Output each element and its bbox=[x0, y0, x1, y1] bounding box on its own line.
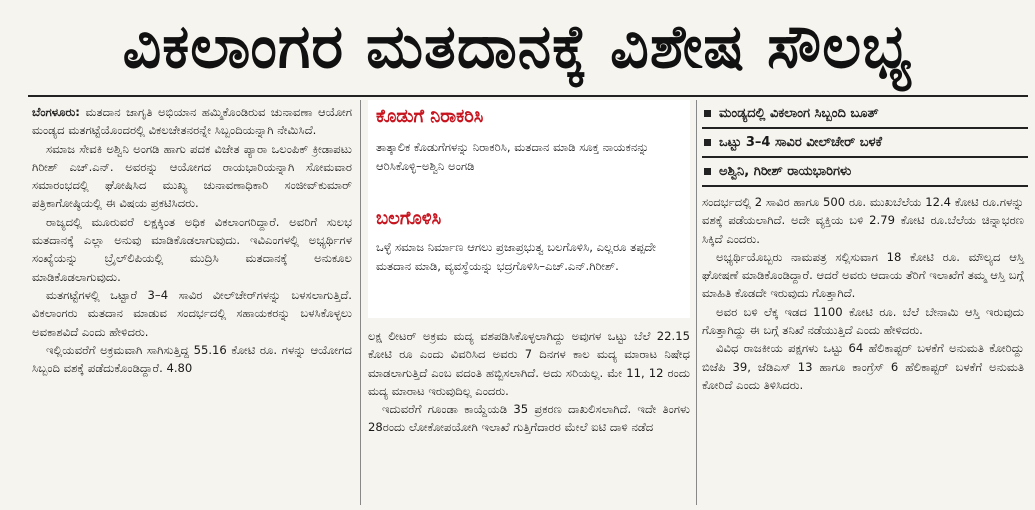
paragraph-text: ಮತದಾನ ಜಾಗೃತಿ ಅಭಿಯಾನ ಹಮ್ಮಿಕೊಂಡಿರುವ ಚುನಾವಣಾ ಆಯೋಗ ಮಂಡ್ಯದ ಮತಗಟ್ಟೆಯೊಂದರಲ್ಲಿ ವಿಕಲಚೇತನರನ್ನೇ ಸಿಬ್ಬಂದಿಯನ್ನಾಗಿ ನೇಮಿಸಿದೆ. bbox=[32, 105, 353, 138]
dateline: ಬೆಂಗಳೂರು: bbox=[32, 105, 80, 119]
paragraph: ಮತಗಟ್ಟೆಗಳಲ್ಲಿ ಒಟ್ಟಾರೆ 3–4 ಸಾವಿರ ವೀಲ್‌ಚೇರ್‌ಗಳನ್ನು ಬಳಸಲಾಗುತ್ತಿದೆ. ವಿಕಲಾಂಗರು ಮತದಾನ ಮಾಡುವ ಸಂದರ್ಭದಲ್ಲಿ ಸಹಾಯಕರನ್ನು ಬಳಸಿಕೊಳ್ಳಲು ಅವಕಾಶವಿದೆ ಎಂದು ಹೇಳಿದರು. bbox=[32, 287, 352, 339]
paragraph: ಲಕ್ಷ ಲೀಟರ್ ಅಕ್ರಮ ಮದ್ಯ ವಶಪಡಿಸಿಕೊಳ್ಳಲಾಗಿದ್ದು ಅವುಗಳ ಒಟ್ಟು ಬೆಲೆ 22.15 ಕೋಟಿ ರೂ ಎಂದು ವಿವರಿಸಿದ ಅವರು 7 ದಿನಗಳ ಕಾಲ ಮದ್ಯ ಮಾರಾಟ ನಿಷೇಧ ಮಾಡಲಾಗುತ್ತಿದೆ ಎಂಬ ವದಂತಿ ಹಬ್ಬಿಸಲಾಗಿದೆ. ಅದು ಸರಿಯಲ್ಲ. ಮೇ 11, 12 ರಂದು ಮದ್ಯ ಮಾರಾಟ ಇರುವುದಿಲ್ಲ ಎಂದರು. bbox=[368, 329, 690, 398]
paragraph: ಇದುವರೆಗೆ ಗೂಂಡಾ ಕಾಯ್ದೆಯಡಿ 35 ಪ್ರಕರಣ ದಾಖಲಿಸಲಾಗಿದೆ. ಇದೇ ತಿಂಗಳು 28ರಂದು ಲೋಕೋಪಯೋಗಿ ಇಲಾಖೆ ಗುತ್ತಿಗೆದಾರರ ಮೇಲೆ ಐಟಿ ದಾಳಿ ನಡೆದ bbox=[368, 402, 690, 435]
headline: ವಿಕಲಾಂಗರ ಮತದಾನಕ್ಕೆ ವಿಶೇಷ ಸೌಲಭ್ಯ bbox=[122, 12, 913, 82]
quote-heading-1: ಕೊಡುಗೆ ನಿರಾಕರಿಸಿ bbox=[376, 106, 484, 127]
article-column-1 bbox=[32, 103, 352, 377]
paragraph: ಸಂದರ್ಭದಲ್ಲಿ 2 ಸಾವಿರ ಹಾಗೂ 500 ರೂ. ಮುಖಬೆಲೆಯ 12.4 ಕೋಟಿ ರೂ.ಗಳನ್ನು ವಶಕ್ಕೆ ಪಡೆಯಲಾಗಿದೆ. ಅದೇ ವ್ಯಕ್ತಿಯ ಬಳಿ 2.79 ಕೋಟಿ ರೂ.ಬೆಲೆಯ ಚಿನ್ನಾಭರಣ ಸಿಕ್ಕಿದೆ ಎಂದರು. bbox=[702, 195, 1024, 246]
headline-rule bbox=[28, 95, 1028, 97]
bullet-icon bbox=[704, 139, 711, 146]
bullet-item bbox=[702, 129, 1028, 158]
quote-box bbox=[368, 100, 690, 318]
article-column-2 bbox=[368, 327, 690, 437]
bullet-item bbox=[702, 158, 1028, 187]
column-divider bbox=[360, 100, 361, 505]
paragraph: ಸಮಾಜ ಸೇವಕಿ ಅಶ್ವಿನಿ ಅಂಗಡಿ ಹಾಗು ಪದಕ ವಿಜೇತ ಪ್ಯಾರಾ ಒಲಂಪಿಕ್ ಕ್ರೀಡಾಪಟು ಗಿರೀಶ್ ಎಚ್.ಎನ್. ಅವರನ್ನು ಆಯೋಗದ ರಾಯಭಾರಿಯನ್ನಾಗಿ ಸೋಮವಾರ ಸಮಾರಂಭದಲ್ಲಿ ಘೋಷಿಸಿದ ಮುಖ್ಯ ಚುನಾವಣಾಧಿಕಾರಿ ಸಂಜೀವ್‌ಕುಮಾರ್ ಪತ್ರಿಕಾಗೋಷ್ಠಿಯಲ್ಲಿ ಈ ವಿಷಯ ಪ್ರಕಟಿಸಿದರು. bbox=[32, 141, 352, 211]
bullet-text: ಮಂಡ್ಯದಲ್ಲಿ ವಿಕಲಾಂಗ ಸಿಬ್ಬಂದಿ ಬೂತ್ bbox=[719, 106, 879, 121]
quote-body-1: ತಾತ್ಕಾಲಿಕ ಕೊಡುಗೆಗಳನ್ನು ನಿರಾಕರಿಸಿ, ಮತದಾನ ಮಾಡಿ ಸೂಕ್ತ ನಾಯಕನನ್ನು ಆರಿಸಿಕೊಳ್ಳಿ–ಅಶ್ವಿನಿ ಅಂಗಡಿ bbox=[376, 140, 649, 173]
bullet-icon bbox=[704, 110, 711, 117]
column-divider bbox=[696, 100, 697, 505]
highlight-bullets bbox=[702, 100, 1028, 187]
paragraph: ರಾಜ್ಯದಲ್ಲಿ ಮೂರುವರೆ ಲಕ್ಷಕ್ಕಿಂತ ಅಧಿಕ ವಿಕಲಾಂಗರಿದ್ದಾರೆ. ಅವರಿಗೆ ಸುಲಭ ಮತದಾನಕ್ಕೆ ಎಲ್ಲಾ ಅನುವು ಮಾಡಿಕೊಡಲಾಗುವುದು. ಇವಿಎಂಗಳಲ್ಲಿ ಅಭ್ಯರ್ಥಿಗಳ ಸಂಖ್ಯೆಯನ್ನು ಬ್ರೈಲ್‌ಲಿಪಿಯಲ್ಲಿ ಮುದ್ರಿಸಿ ಮತದಾನಕ್ಕೆ ಅನುಕೂಲ ಮಾಡಿಕೊಡಲಾಗುವುದು. bbox=[32, 214, 352, 284]
bullet-text: ಅಶ್ವಿನಿ, ಗಿರೀಶ್ ರಾಯಭಾರಿಗಳು bbox=[719, 164, 852, 179]
quote-heading-2: ಬಲಗೊಳಿಸಿ bbox=[376, 208, 442, 229]
paragraph: ವಿವಿಧ ರಾಜಕೀಯ ಪಕ್ಷಗಳು ಒಟ್ಟು 64 ಹೆಲಿಕಾಪ್ಟರ್ ಬಳಕೆಗೆ ಅನುಮತಿ ಕೋರಿದ್ದು ಬಿಜೆಪಿ 39, ಜೆಡಿಎಸ್ 13 ಹಾಗೂ ಕಾಂಗ್ರೆಸ್ 6 ಹೆಲಿಕಾಪ್ಟರ್ ಬಳಕೆಗೆ ಅನುಮತಿ ಕೋರಿದೆ ಎಂದು ತಿಳಿಸಿದರು. bbox=[702, 341, 1024, 392]
paragraph bbox=[32, 103, 352, 140]
bullet-icon bbox=[704, 168, 711, 175]
paragraph: ಇಲ್ಲಿಯವರೆಗೆ ಅಕ್ರಮವಾಗಿ ಸಾಗಿಸುತ್ತಿದ್ದ 55.16 ಕೋಟಿ ರೂ. ಗಳನ್ನು ಆಯೋಗದ ಸಿಬ್ಬಂದಿ ವಶಕ್ಕೆ ಪಡೆದುಕೊಂಡಿದ್ದಾರೆ. 4.80 bbox=[32, 342, 352, 376]
article-column-3 bbox=[702, 193, 1024, 394]
bullet-item bbox=[702, 100, 1028, 129]
paragraph: ಅವರ ಬಳಿ ಲೆಕ್ಕ ಇಡದ 1100 ಕೋಟಿ ರೂ. ಬೆಲೆ ಬೇನಾಮಿ ಆಸ್ತಿ ಇರುವುದು ಗೊತ್ತಾಗಿದ್ದು ಈ ಬಗ್ಗೆ ತನಿಖೆ ನಡೆಯುತ್ತಿದೆ ಎಂದು ಹೇಳಿದರು. bbox=[702, 304, 1024, 338]
quote-body-2: ಒಳ್ಳೆ ಸಮಾಜ ನಿರ್ಮಾಣ ಆಗಲು ಪ್ರಜಾಪ್ರಭುತ್ವ ಬಲಗೊಳಿಸಿ, ಎಲ್ಲರೂ ತಪ್ಪದೇ ಮತದಾನ ಮಾಡಿ, ವ್ಯವಸ್ಥೆಯನ್ನು ಭದ್ರಗೊಳಿಸಿ–ಎಚ್.ಎನ್.ಗಿರೀಶ್. bbox=[376, 240, 656, 273]
bullet-text: ಒಟ್ಟು 3–4 ಸಾವಿರ ವೀಲ್‌ಚೇರ್ ಬಳಕೆ bbox=[719, 135, 882, 150]
paragraph: ಅಭ್ಯರ್ಥಿಯೊಬ್ಬರು ನಾಮಪತ್ರ ಸಲ್ಲಿಸುವಾಗ 18 ಕೋಟಿ ರೂ. ಮೌಲ್ಯದ ಆಸ್ತಿ ಘೋಷಣೆ ಮಾಡಿಕೊಂಡಿದ್ದಾರೆ. ಆದರೆ ಅವರು ಆದಾಯ ತೆರಿಗೆ ಇಲಾಖೆಗೆ ತಮ್ಮ ಆಸ್ತಿ ಬಗ್ಗೆ ಮಾಹಿತಿ ಕೊಡದೇ ಇರುವುದು ಗೊತ್ತಾಗಿದೆ. bbox=[702, 249, 1024, 301]
